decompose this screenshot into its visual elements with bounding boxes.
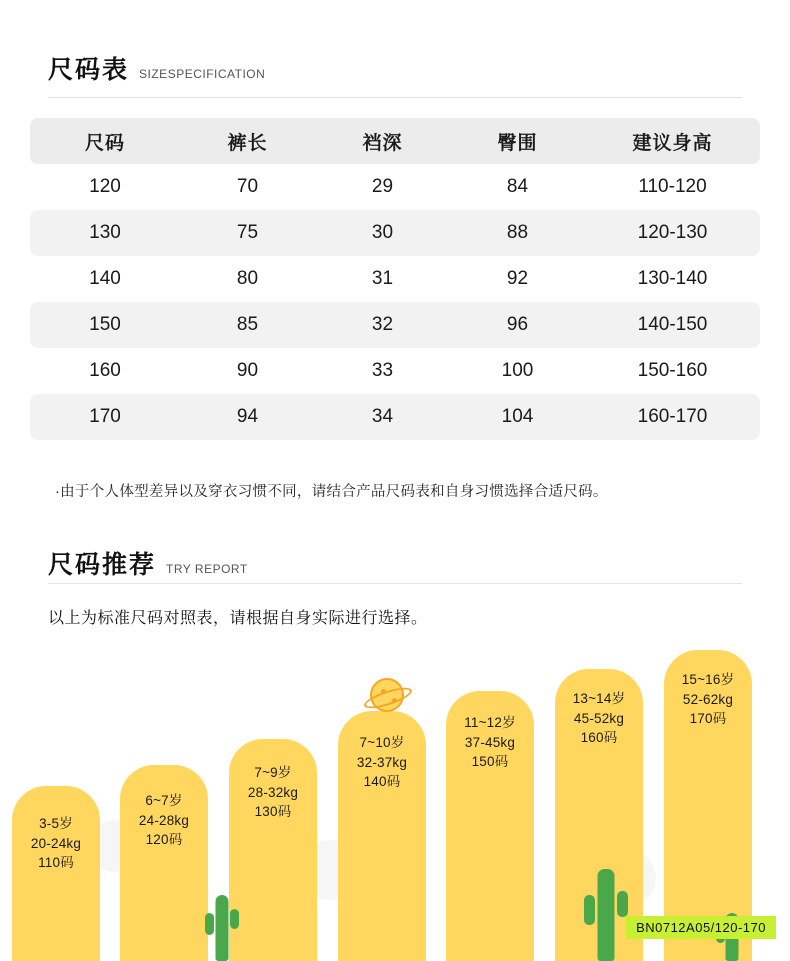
planet-dot — [381, 689, 386, 694]
bar-140 — [338, 711, 426, 961]
table-header-cell: 建议身高 — [632, 132, 713, 154]
table-cell: 70 — [236, 176, 259, 197]
bar-age-label: 13~14岁 — [572, 691, 626, 706]
table-row — [30, 164, 760, 210]
size-table — [30, 118, 760, 440]
cactus-arm-left — [584, 895, 595, 925]
cactus-icon — [200, 889, 244, 961]
table-row — [30, 302, 760, 348]
bar-age-label: 6~7岁 — [145, 793, 183, 808]
table-cell: 75 — [236, 222, 259, 243]
size-table-body — [30, 164, 760, 440]
bar-size-label: 130码 — [254, 804, 292, 820]
table-cell: 92 — [506, 268, 529, 289]
table-cell: 96 — [506, 314, 529, 335]
cactus-stem — [598, 869, 615, 961]
table-cell: 140 — [89, 268, 121, 289]
bar-size-label: 160码 — [580, 730, 618, 746]
divider-recommend — [48, 583, 742, 584]
table-header-cell: 臀围 — [497, 132, 538, 154]
planet-ring — [362, 684, 414, 713]
bar-weight-label: 24-28kg — [138, 812, 190, 828]
size-chart-heading — [48, 50, 265, 86]
bar-size-label: 150码 — [471, 754, 509, 770]
table-cell: 80 — [236, 268, 259, 289]
recommend-heading — [48, 545, 248, 581]
planet-icon — [370, 678, 404, 712]
size-chart-title-en: SIZESPECIFICATION — [139, 67, 266, 81]
cactus-icon — [702, 865, 758, 961]
table-cell: 30 — [371, 222, 394, 243]
recommend-title-cn: 尺码推荐 — [48, 551, 157, 579]
cactus-stem — [216, 895, 229, 961]
table-row — [30, 394, 760, 440]
table-cell: 33 — [371, 360, 394, 381]
bar-age-label: 11~12岁 — [464, 715, 516, 730]
bar-age-label: 3-5岁 — [39, 816, 73, 831]
table-cell: 130-140 — [637, 268, 708, 289]
bar-size-label: 110码 — [38, 855, 74, 871]
recommend-title-en: TRY REPORT — [166, 562, 248, 576]
cactus-arm-right — [230, 909, 239, 929]
standard-note: 以上为标准尺码对照表，请根据自身实际进行选择。 — [48, 610, 428, 627]
bar-weight-label: 20-24kg — [30, 835, 82, 851]
table-cell: 88 — [506, 222, 529, 243]
bar-age-label: 15~16岁 — [681, 672, 735, 687]
table-cell: 150 — [89, 314, 121, 335]
size-chart-title-cn: 尺码表 — [48, 56, 130, 84]
table-cell: 34 — [371, 406, 394, 427]
table-cell: 85 — [236, 314, 259, 335]
bar-weight-label: 37-45kg — [464, 734, 516, 750]
bar-weight-label: 32-37kg — [356, 754, 408, 770]
bar-weight-label: 45-52kg — [573, 710, 625, 726]
cactus-arm-right — [617, 891, 628, 917]
table-cell: 110-120 — [638, 176, 707, 197]
table-cell: 120-130 — [637, 222, 708, 243]
bar-weight-label: 52-62kg — [682, 691, 734, 707]
table-cell: 150-160 — [637, 360, 708, 381]
table-cell: 84 — [506, 176, 529, 197]
table-cell: 160-170 — [637, 406, 708, 427]
table-cell: 160 — [89, 360, 121, 381]
product-code-badge: BN0712A05/120-170 — [626, 916, 776, 939]
table-header-cell: 尺码 — [84, 132, 125, 154]
bar-age-label: 7~9岁 — [254, 765, 292, 780]
table-cell: 94 — [236, 406, 259, 427]
table-cell: 130 — [89, 222, 121, 243]
table-cell: 31 — [371, 268, 394, 289]
table-cell: 104 — [501, 406, 534, 427]
bar-120 — [120, 765, 208, 961]
table-cell: 170 — [89, 406, 121, 427]
cactus-arm-left — [205, 913, 214, 935]
table-cell: 120 — [89, 176, 121, 197]
table-header-cell: 裆深 — [362, 132, 403, 154]
table-cell: 100 — [501, 360, 534, 381]
divider-size-chart — [48, 97, 742, 98]
table-header-cell: 裤长 — [227, 132, 268, 154]
table-cell: 32 — [371, 314, 394, 335]
planet-dot — [392, 698, 397, 703]
bar-age-label: 7~10岁 — [359, 735, 405, 750]
cactus-icon — [578, 865, 634, 961]
bar-150 — [446, 691, 534, 961]
bar-110 — [12, 786, 100, 961]
table-cell: 29 — [371, 176, 394, 197]
table-cell: 90 — [236, 360, 259, 381]
size-recommendation-chart — [0, 650, 790, 961]
bar-size-label: 170码 — [689, 711, 727, 727]
table-header-row — [30, 118, 760, 164]
table-row — [30, 256, 760, 302]
bar-size-label: 140码 — [363, 774, 401, 790]
table-cell: 140-150 — [637, 314, 708, 335]
table-row — [30, 210, 760, 256]
size-table-head — [30, 118, 760, 164]
bar-size-label: 120码 — [145, 832, 183, 848]
disclaimer-note: ·由于个人体型差异以及穿衣习惯不同，请结合产品尺码表和自身习惯选择合适尺码。 — [55, 484, 608, 500]
bar-weight-label: 28-32kg — [247, 784, 299, 800]
table-row — [30, 348, 760, 394]
